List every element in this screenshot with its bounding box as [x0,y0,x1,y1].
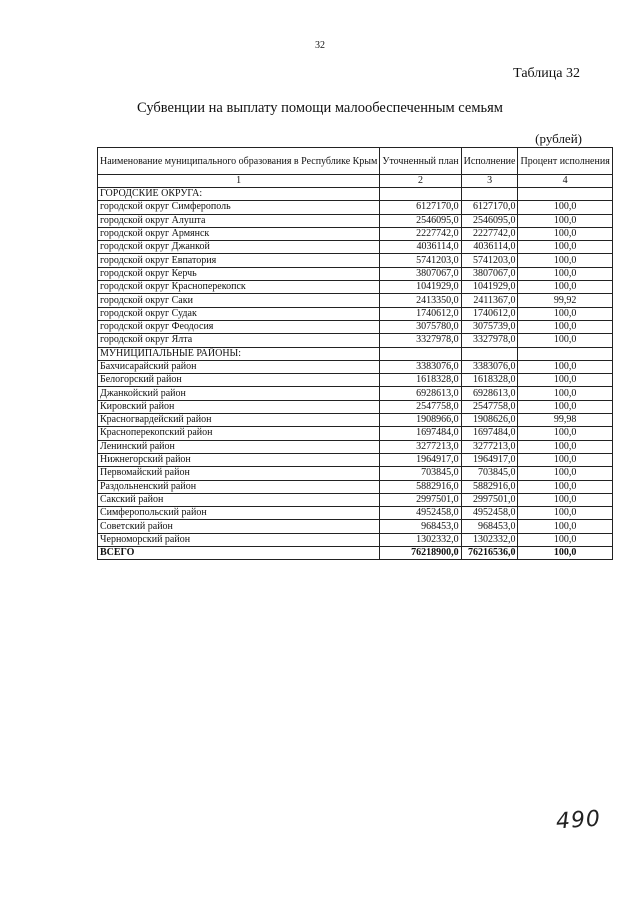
table-row [98,267,613,280]
handwritten-sheet-number: 490 [555,806,602,835]
execution-value: 2227742,0 [461,227,518,240]
plan-value: 2547758,0 [380,400,461,413]
municipality-name: Кировский район [98,400,380,413]
percent-value: 100,0 [518,480,612,493]
total-row [98,547,613,560]
plan-value: 2413350,0 [380,294,461,307]
empty-cell [380,188,461,201]
municipality-name: Белогорский район [98,374,380,387]
plan-value: 5882916,0 [380,480,461,493]
execution-value: 1041929,0 [461,281,518,294]
percent-value: 100,0 [518,214,612,227]
column-number: 4 [518,175,612,188]
municipality-name: городской округ Алушта [98,214,380,227]
percent-value: 100,0 [518,533,612,546]
plan-value: 4036114,0 [380,241,461,254]
empty-cell [380,347,461,360]
plan-value: 2997501,0 [380,493,461,506]
empty-cell [461,188,518,201]
percent-value: 100,0 [518,400,612,413]
table-row [98,387,613,400]
execution-value: 6928613,0 [461,387,518,400]
municipality-name: городской округ Евпатория [98,254,380,267]
column-number: 2 [380,175,461,188]
table-row [98,320,613,333]
execution-value: 1697484,0 [461,427,518,440]
table-row [98,440,613,453]
plan-value: 3327978,0 [380,334,461,347]
plan-value: 2546095,0 [380,214,461,227]
municipality-name: городской округ Армянск [98,227,380,240]
percent-value: 100,0 [518,281,612,294]
header-name: Наименование муниципального образования в Республике Крым [98,148,380,175]
table-row [98,507,613,520]
section-title: МУНИЦИПАЛЬНЫЕ РАЙОНЫ: [98,347,380,360]
document-title: Субвенции на выплату помощи малообеспеченным семьям [137,100,503,116]
section-row [98,188,613,201]
municipality-name: Раздольненский район [98,480,380,493]
execution-value: 1964917,0 [461,453,518,466]
execution-value: 2997501,0 [461,493,518,506]
plan-value: 1697484,0 [380,427,461,440]
header-plan: Уточненный план [380,148,461,175]
percent-value: 100,0 [518,360,612,373]
percent-value: 100,0 [518,453,612,466]
municipality-name: Сакский район [98,493,380,506]
municipality-name: городской округ Феодосия [98,320,380,333]
execution-value: 6127170,0 [461,201,518,214]
plan-value: 3807067,0 [380,267,461,280]
column-number: 1 [98,175,380,188]
municipality-name: городской округ Ялта [98,334,380,347]
plan-value: 6127170,0 [380,201,461,214]
municipality-name: городской округ Джанкой [98,241,380,254]
execution-value: 1302332,0 [461,533,518,546]
table-row [98,360,613,373]
percent-value: 100,0 [518,334,612,347]
plan-value: 1964917,0 [380,453,461,466]
plan-value: 5741203,0 [380,254,461,267]
execution-value: 3327978,0 [461,334,518,347]
plan-value: 968453,0 [380,520,461,533]
plan-value: 1908966,0 [380,414,461,427]
execution-value: 4036114,0 [461,241,518,254]
execution-value: 5882916,0 [461,480,518,493]
table-body [98,188,613,560]
execution-value: 5741203,0 [461,254,518,267]
percent-value: 100,0 [518,387,612,400]
execution-value: 1740612,0 [461,307,518,320]
municipality-name: городской округ Красноперекопск [98,281,380,294]
municipality-name: Бахчисарайский район [98,360,380,373]
execution-value: 2546095,0 [461,214,518,227]
municipality-name: городской округ Саки [98,294,380,307]
total-plan: 76218900,0 [380,547,461,560]
column-number: 3 [461,175,518,188]
percent-value: 100,0 [518,467,612,480]
execution-value: 2411367,0 [461,294,518,307]
table-row [98,374,613,387]
column-number-row [98,175,613,188]
execution-value: 3383076,0 [461,360,518,373]
empty-cell [518,188,612,201]
page-number: 32 [315,40,325,51]
percent-value: 100,0 [518,201,612,214]
municipality-name: Ленинский район [98,440,380,453]
total-execution: 76216536,0 [461,547,518,560]
municipality-name: Красногвардейский район [98,414,380,427]
percent-value: 100,0 [518,374,612,387]
plan-value: 3075780,0 [380,320,461,333]
table-row [98,493,613,506]
table-row [98,400,613,413]
percent-value: 99,92 [518,294,612,307]
table-header-row [98,148,613,175]
municipality-name: Первомайский район [98,467,380,480]
plan-value: 1618328,0 [380,374,461,387]
plan-value: 703845,0 [380,467,461,480]
table-row [98,201,613,214]
municipality-name: Нижнегорский район [98,453,380,466]
table-row [98,227,613,240]
plan-value: 1302332,0 [380,533,461,546]
units-label: (рублей) [535,131,582,146]
percent-value: 100,0 [518,520,612,533]
table-row [98,533,613,546]
table-row [98,294,613,307]
plan-value: 1740612,0 [380,307,461,320]
municipality-name: городской округ Судак [98,307,380,320]
plan-value: 6928613,0 [380,387,461,400]
municipality-name: Красноперекопский район [98,427,380,440]
percent-value: 100,0 [518,227,612,240]
municipality-name: Симферопольский район [98,507,380,520]
plan-value: 3277213,0 [380,440,461,453]
percent-value: 100,0 [518,241,612,254]
percent-value: 100,0 [518,427,612,440]
table-row [98,453,613,466]
header-percent: Процент исполнения [518,148,612,175]
table-label: Таблица 32 [513,66,580,81]
municipality-name: Советский район [98,520,380,533]
table-row [98,214,613,227]
execution-value: 968453,0 [461,520,518,533]
table-row [98,427,613,440]
execution-value: 3277213,0 [461,440,518,453]
percent-value: 100,0 [518,267,612,280]
table-row [98,520,613,533]
municipality-name: Джанкойский район [98,387,380,400]
table-row [98,334,613,347]
total-percent: 100,0 [518,547,612,560]
subventions-table [97,147,613,560]
execution-value: 1908626,0 [461,414,518,427]
execution-value: 2547758,0 [461,400,518,413]
percent-value: 100,0 [518,320,612,333]
table-row [98,281,613,294]
table-row [98,414,613,427]
total-label: ВСЕГО [98,547,380,560]
section-row [98,347,613,360]
plan-value: 3383076,0 [380,360,461,373]
percent-value: 100,0 [518,507,612,520]
execution-value: 3075739,0 [461,320,518,333]
table-row [98,480,613,493]
plan-value: 4952458,0 [380,507,461,520]
execution-value: 703845,0 [461,467,518,480]
plan-value: 1041929,0 [380,281,461,294]
execution-value: 3807067,0 [461,267,518,280]
table-row [98,467,613,480]
execution-value: 4952458,0 [461,507,518,520]
percent-value: 100,0 [518,493,612,506]
percent-value: 100,0 [518,307,612,320]
execution-value: 1618328,0 [461,374,518,387]
header-execution: Исполнение [461,148,518,175]
percent-value: 100,0 [518,254,612,267]
table-row [98,254,613,267]
municipality-name: Черноморский район [98,533,380,546]
empty-cell [518,347,612,360]
section-title: ГОРОДСКИЕ ОКРУГА: [98,188,380,201]
plan-value: 2227742,0 [380,227,461,240]
table-row [98,307,613,320]
percent-value: 100,0 [518,440,612,453]
percent-value: 99,98 [518,414,612,427]
municipality-name: городской округ Керчь [98,267,380,280]
empty-cell [461,347,518,360]
table-row [98,241,613,254]
municipality-name: городской округ Симферополь [98,201,380,214]
